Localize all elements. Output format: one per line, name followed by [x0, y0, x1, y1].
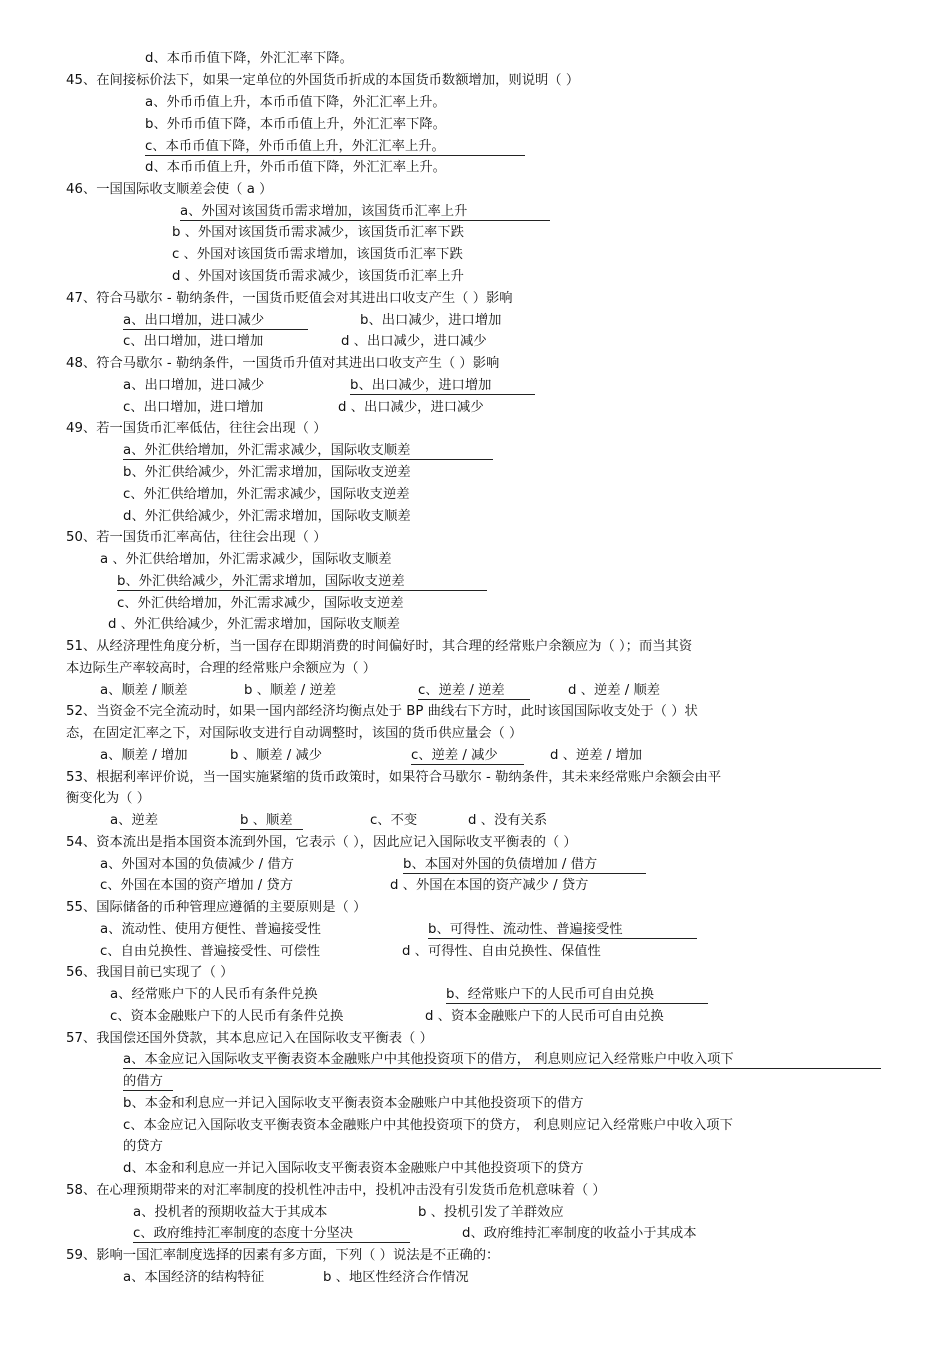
text-line — [240, 812, 303, 830]
line-text: a、投机者的预期收益大于其成本 — [133, 1205, 328, 1220]
line-text: 53、根据利率评价说，当一国实施紧缩的货币政策时，如果符合马歇尔 - 勒纳条件，其未来经常账户余额会由平 — [66, 770, 722, 785]
underlined-answer: c、逆差 / 减少 — [411, 748, 524, 765]
text-line — [230, 747, 322, 765]
text-line — [66, 725, 522, 743]
line-text: c、外汇供给增加，外汇需求减少，国际收支逆差 — [117, 596, 404, 611]
text-line — [100, 943, 320, 961]
text-line — [123, 1138, 163, 1156]
underlined-answer: a、本金应记入国际收支平衡表资本金融账户中其他投资项下的借方， 利息则应记入经常账户中收入项下 — [123, 1052, 881, 1069]
line-text: 55、国际储备的币种管理应遵循的主要原则是（ ） — [66, 900, 367, 915]
text-line — [66, 834, 577, 852]
text-line — [66, 703, 698, 721]
line-text: 衡变化为（ ） — [66, 791, 151, 806]
text-line — [100, 682, 188, 700]
line-text: 态，在固定汇率之下，对国际收支进行自动调整时，该国的货币供应量会（ ） — [66, 726, 523, 741]
text-line — [66, 355, 499, 373]
text-line — [172, 246, 463, 264]
text-line — [66, 1030, 433, 1048]
line-text: b 、投机引发了羊群效应 — [418, 1205, 564, 1220]
text-line — [418, 1204, 564, 1222]
line-text: d 、可得性、自由兑换性、保值性 — [402, 944, 601, 959]
text-line — [108, 616, 400, 634]
text-line — [66, 1182, 606, 1200]
line-text: c、本金应记入国际收支平衡表资本金融账户中其他投资项下的贷方， 利息则应记入经常账户中收入项下 — [123, 1118, 733, 1133]
line-text: d 、外汇供给减少，外汇需求增加，国际收支顺差 — [108, 617, 400, 632]
line-text: d 、出口减少，进口减少 — [341, 334, 487, 349]
line-text: 46、一国国际收支顺差会使（ a ） — [66, 182, 273, 197]
text-line — [568, 682, 660, 700]
text-line — [123, 1117, 733, 1135]
line-text: d、政府维持汇率制度的收益小于其成本 — [462, 1226, 697, 1241]
text-line — [66, 420, 327, 438]
text-line — [172, 268, 464, 286]
line-text: a、本国经济的结构特征 — [123, 1270, 265, 1285]
line-text: 本边际生产率较高时，合理的经常账户余额应为（ ） — [66, 661, 377, 676]
line-text: a、外国对本国的负债减少 / 借方 — [100, 857, 294, 872]
line-text: a、经常账户下的人民币有条件兑换 — [110, 987, 318, 1002]
text-line — [418, 682, 530, 700]
line-text: a、顺差 / 顺差 — [100, 683, 188, 698]
line-text: 59、影响一国汇率制度选择的因素有多方面，下列（ ）说法是不正确的： — [66, 1248, 500, 1263]
line-text: 51、从经济理性角度分析，当一国存在即期消费的时间偏好时，其合理的经常账户余额应为（ ）；而当其资 — [66, 639, 693, 654]
line-text: c、外国在本国的资产增加 / 贷方 — [100, 878, 294, 893]
text-line — [462, 1225, 697, 1243]
line-text: b 、顺差 / 逆差 — [244, 683, 337, 698]
line-text: 54、资本流出是指本国资本流到外国，它表示（ ），因此应记入国际收支平衡表的（ ） — [66, 835, 577, 850]
line-text: a、外币币值上升，本币币值下降，外汇汇率上升。 — [145, 95, 446, 110]
text-line — [402, 943, 601, 961]
text-line — [123, 1160, 584, 1178]
line-text: d、本币币值上升，外币币值下降，外汇汇率上升。 — [145, 160, 446, 175]
line-text: 47、符合马歇尔 - 勒纳条件，一国货币贬值会对其进出口收支产生（ ）影响 — [66, 291, 513, 306]
text-line — [66, 790, 150, 808]
line-text: d 、外国在本国的资产减少 / 贷方 — [390, 878, 589, 893]
line-text: 57、我国偿还国外贷款，其本息应记入在国际收支平衡表（ ） — [66, 1031, 433, 1046]
text-line — [66, 1247, 499, 1265]
line-text: c 、外国对该国货币需求增加，该国货币汇率下跌 — [172, 247, 463, 262]
text-line — [100, 551, 392, 569]
text-line — [117, 595, 404, 613]
text-line — [133, 1204, 327, 1222]
text-line — [110, 812, 158, 830]
text-line — [145, 138, 525, 156]
line-text: d 、逆差 / 顺差 — [568, 683, 661, 698]
line-text: b、本金和利息应一并记入国际收支平衡表资本金融账户中其他投资项下的借方 — [123, 1096, 584, 1111]
text-line — [425, 1008, 664, 1026]
text-line — [66, 638, 692, 656]
underlined-answer: a、外国对该国货币需求增加，该国货币汇率上升 — [180, 204, 550, 221]
text-line — [123, 1095, 584, 1113]
underlined-answer: b、本国对外国的负债增加 / 借方 — [403, 857, 646, 874]
text-line — [123, 1051, 881, 1069]
underlined-answer: c、政府维持汇率制度的态度十分坚决 — [133, 1226, 410, 1243]
text-line — [180, 203, 550, 221]
line-text: 56、我国目前已实现了（ ） — [66, 965, 234, 980]
text-line — [123, 464, 411, 482]
text-line — [123, 508, 411, 526]
line-text: c、出口增加，进口增加 — [123, 334, 264, 349]
text-line — [350, 377, 535, 395]
line-text: b 、顺差 / 减少 — [230, 748, 323, 763]
text-line — [411, 747, 524, 765]
line-text: a、流动性、使用方便性、普遍接受性 — [100, 922, 321, 937]
text-line — [66, 769, 721, 787]
text-line — [123, 333, 263, 351]
text-line — [66, 290, 513, 308]
text-line — [133, 1225, 410, 1243]
text-line — [100, 921, 321, 939]
text-line — [244, 682, 336, 700]
line-text: d、本金和利息应一并记入国际收支平衡表资本金融账户中其他投资项下的贷方 — [123, 1161, 584, 1176]
line-text: 58、在心理预期带来的对汇率制度的投机性冲击中，投机冲击没有引发货币危机意味着（ ） — [66, 1183, 606, 1198]
line-text: b、出口减少，进口增加 — [360, 313, 502, 328]
line-text: 52、当资金不完全流动时，如果一国内部经济均衡点处于 BP 曲线右下方时，此时该国国际收支处于（ ）状 — [66, 704, 698, 719]
text-line — [145, 159, 446, 177]
text-line — [123, 1073, 173, 1091]
line-text: d、外汇供给减少，外汇需求增加，国际收支顺差 — [123, 509, 411, 524]
text-line — [145, 116, 446, 134]
text-line — [468, 812, 547, 830]
text-line — [323, 1269, 469, 1287]
line-text: b 、外国对该国货币需求减少，该国货币汇率下跌 — [172, 225, 464, 240]
line-text: d 、没有关系 — [468, 813, 548, 828]
underlined-answer: c、逆差 / 逆差 — [418, 683, 530, 700]
line-text: b 、地区性经济合作情况 — [323, 1270, 469, 1285]
text-line — [172, 224, 464, 242]
text-line — [123, 442, 493, 460]
line-text: 48、符合马歇尔 - 勒纳条件，一国货币升值对其进出口收支产生（ ）影响 — [66, 356, 500, 371]
text-line — [145, 94, 446, 112]
line-text: c、不变 — [370, 813, 418, 828]
underlined-answer: c、本币币值下降，外币币值上升，外汇汇率上升。 — [145, 139, 525, 156]
text-line — [341, 333, 487, 351]
line-text: a、逆差 — [110, 813, 159, 828]
line-text: c、外汇供给增加，外汇需求减少，国际收支逆差 — [123, 487, 410, 502]
line-text: 45、在间接标价法下，如果一定单位的外国货币折成的本国货币数额增加，则说明（ ） — [66, 73, 580, 88]
text-line — [370, 812, 417, 830]
underlined-answer: b、可得性、流动性、普遍接受性 — [428, 922, 697, 939]
text-line — [360, 312, 501, 330]
line-text: 50、若一国货币汇率高估，往往会出现（ ） — [66, 530, 327, 545]
line-text: b、外币币值下降，本币币值上升，外汇汇率下降。 — [145, 117, 446, 132]
line-text: d、本币币值下降，外汇汇率下降。 — [145, 51, 353, 66]
text-line — [123, 377, 264, 395]
text-line — [338, 399, 484, 417]
line-text: 49、若一国货币汇率低估，往往会出现（ ） — [66, 421, 327, 436]
text-line — [403, 856, 646, 874]
line-text: d 、外国对该国货币需求减少，该国货币汇率上升 — [172, 269, 464, 284]
text-line — [550, 747, 642, 765]
text-line — [66, 72, 579, 90]
text-line — [117, 573, 487, 591]
line-text: d 、资本金融账户下的人民币可自由兑换 — [425, 1009, 664, 1024]
text-line — [428, 921, 697, 939]
text-line — [66, 660, 376, 678]
text-line — [66, 181, 272, 199]
text-line — [100, 747, 188, 765]
text-line — [110, 986, 318, 1004]
underlined-answer: b、外汇供给减少，外汇需求增加，国际收支逆差 — [117, 574, 487, 591]
underlined-answer: b、经常账户下的人民币可自由兑换 — [446, 987, 708, 1004]
line-text: a、出口增加，进口减少 — [123, 378, 265, 393]
line-text: a 、外汇供给增加，外汇需求减少，国际收支顺差 — [100, 552, 392, 567]
text-line — [66, 964, 233, 982]
line-text: b、外汇供给减少，外汇需求增加，国际收支逆差 — [123, 465, 411, 480]
text-line — [123, 1269, 264, 1287]
underlined-answer: a、出口增加，进口减少 — [123, 313, 308, 330]
text-line — [100, 856, 294, 874]
line-text: 的贷方 — [123, 1139, 163, 1154]
underlined-answer: b 、顺差 — [240, 813, 303, 830]
line-text: d 、出口减少，进口减少 — [338, 400, 484, 415]
line-text: c、资本金融账户下的人民币有条件兑换 — [110, 1009, 344, 1024]
line-text: c、出口增加，进口增加 — [123, 400, 264, 415]
text-line — [110, 1008, 343, 1026]
line-text: d 、逆差 / 增加 — [550, 748, 643, 763]
text-line — [123, 399, 263, 417]
text-line — [123, 312, 308, 330]
text-line — [66, 899, 366, 917]
text-line — [390, 877, 588, 895]
text-line — [100, 877, 293, 895]
line-text: c、自由兑换性、普遍接受性、可偿性 — [100, 944, 321, 959]
text-line — [145, 50, 353, 68]
text-line — [446, 986, 708, 1004]
text-line — [66, 529, 327, 547]
line-text: a、顺差 / 增加 — [100, 748, 188, 763]
underlined-answer: b、出口减少，进口增加 — [350, 378, 535, 395]
underlined-answer: 的借方 — [123, 1074, 173, 1091]
underlined-answer: a、外汇供给增加，外汇需求减少，国际收支顺差 — [123, 443, 493, 460]
text-line — [123, 486, 410, 504]
